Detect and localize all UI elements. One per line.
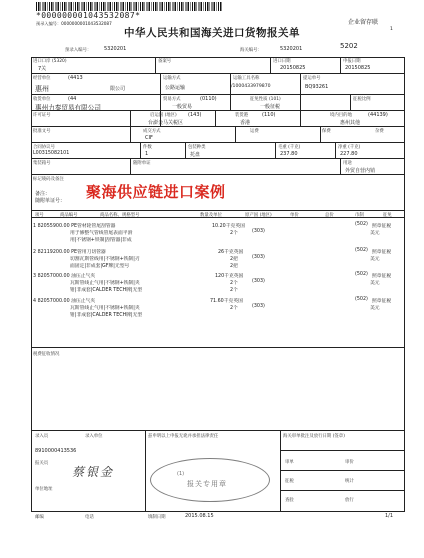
declaration-statement: 兹申明以上申报无讹并承担法律责任 [148, 434, 219, 439]
consignee-suffix: 限公司 [110, 86, 126, 92]
goods-levy: 照章征税 [372, 299, 392, 304]
entry-person-label: 录入员 [35, 434, 49, 439]
marks-label: 标记唛码及备注 [33, 177, 64, 182]
pre-entry-number: 5320201 [104, 46, 127, 52]
consignee-name: 惠州 [35, 85, 49, 93]
goods-spec: 瓦斯管线止气用|不锈钢+铁制|夹 [70, 306, 140, 311]
destination-label: 境内目的地 [330, 113, 352, 118]
unit-address-label: 单位地址 [35, 487, 53, 492]
levy-nature-label: 征免性质 (101) [250, 97, 281, 102]
gross-weight-value: 237.80 [280, 151, 298, 157]
import-port-value: 7关 [38, 66, 47, 72]
loading-port-label: 装货港 [235, 113, 249, 118]
goods-spec: 瓦斯管线止气用|不锈钢+铁制|夹 [70, 281, 140, 286]
col-name: 商品名称、规格型号 [100, 213, 140, 218]
goods-line: 2 82119200.00 PE管用刀切管器 [33, 250, 106, 255]
usage-label: 用途 [343, 161, 352, 166]
customs-number-label: 海关编号： [240, 48, 262, 53]
fill-date-value: 2015.08.15 [185, 513, 214, 519]
owner-code: (44 [68, 96, 77, 102]
page-mark: 1 [390, 27, 393, 32]
form-title: 中华人民共和国海关进口货物报关单 [124, 27, 300, 39]
postcode-label: 邮编 [35, 515, 44, 520]
levy-nature-value: 一般征税 [260, 104, 281, 110]
company-seal [150, 458, 270, 502]
review-label: 审单 [285, 460, 294, 465]
fill-date-label: 填制日期 [148, 515, 166, 520]
transport-mode-label: 运输方式 [163, 76, 181, 81]
deal-mode-value: CIF [145, 135, 153, 141]
goods-currency-code: (502) [355, 248, 368, 253]
copy-type: 企业留存联 [348, 19, 379, 26]
remark-value: 随附单证号： [35, 198, 66, 204]
goods-levy: 照章征税 [372, 274, 392, 279]
import-port-label: 进口口岸 (5320) [33, 59, 67, 64]
declarer-label: 报关员 [35, 461, 49, 466]
tax-section-label: 税费征收情况 [33, 352, 60, 357]
net-weight-label: 净重 (千克) [338, 145, 361, 150]
bill-of-lading-value: BQ93261 [305, 84, 329, 90]
trade-mode-code: (0110) [200, 96, 217, 102]
loading-port-value: 香港 [240, 120, 251, 126]
record-number-label: 备案号 [158, 59, 172, 64]
consignee-label: 经营单位 [33, 76, 51, 81]
goods-qty: 26千克英国 [218, 250, 244, 255]
corner-code: 5202 [340, 42, 358, 50]
col-price: 单价 [290, 213, 299, 218]
levy-label: 征税 [285, 479, 294, 484]
goods-qty: 2把 [230, 264, 238, 269]
goods-levy: 照章征税 [372, 250, 392, 255]
destination-value: 惠州其他 [340, 120, 361, 126]
consignee-code: (4413 [68, 75, 83, 81]
pieces-label: 件数 [143, 145, 152, 150]
goods-qty: 2个 [230, 281, 238, 286]
container-label: 集装箱号 [33, 161, 51, 166]
top-code: 预录入编号：0000000001043532087 [36, 21, 112, 26]
col-levy: 征免 [383, 213, 392, 218]
goods-spec: 用|不锈钢+铁制|刮管器|非成 [70, 238, 132, 243]
goods-currency: 美元 [370, 257, 380, 262]
destination-code: (44139) [368, 112, 388, 118]
goods-qty: 2把 [230, 257, 238, 262]
declare-date-label: 申报日期 [343, 59, 361, 64]
goods-line: 4 82057000.00 油压止气夹 [33, 299, 96, 304]
goods-qty: 120千克英国 [215, 274, 244, 279]
price-review-label: 审价 [345, 460, 354, 465]
entry-person-value: 8910000413536 [35, 448, 77, 454]
import-date-label: 进口日期 [273, 59, 291, 64]
col-currency: 币制 [355, 213, 364, 218]
goods-currency-code: (502) [355, 297, 368, 302]
goods-spec: 切割瓦斯管线用|不锈钢+铁制|刃 [70, 257, 140, 262]
declare-date-value: 20150825 [345, 65, 371, 71]
barcode-number: *000000001043532087* [36, 11, 141, 20]
col-code: 商品编号 [60, 213, 78, 218]
transport-mode-value: 公路运输 [165, 85, 186, 91]
goods-currency: 美元 [370, 306, 380, 311]
attached-docs-label: 随附单证 [133, 161, 151, 166]
import-date-value: 20150825 [280, 65, 306, 71]
goods-qty: 71.60千克英国 [210, 299, 243, 304]
col-total: 总价 [325, 213, 334, 218]
goods-country: (303) [252, 279, 265, 284]
gross-weight-label: 毛重 (千克) [278, 145, 301, 150]
customs-number: 5320201 [280, 46, 303, 52]
goods-spec: 用于修整气管线管尾表面平滑 [70, 231, 133, 236]
goods-country: (303) [252, 304, 265, 309]
contract-label: 合同协议号 [33, 145, 55, 150]
goods-country: (303) [252, 229, 265, 234]
seal-text: 报关专用章 [187, 480, 227, 488]
goods-spec: 面固定|非成套|GF牌|无型号 [70, 264, 130, 269]
goods-spec: 钳|非成套|CALDER TECH牌|无型 [70, 288, 143, 293]
page-number: 1/1 [385, 513, 394, 519]
goods-spec: 钳|非成套|CALDER TECH牌|无型 [70, 313, 143, 318]
goods-qty: 2个 [230, 288, 238, 293]
contract-value: L00315082101 [33, 151, 70, 156]
pack-type-label: 包装种类 [188, 145, 206, 150]
goods-country: (303) [252, 255, 265, 260]
owner-name: 惠州力秦贸易有限公司 [35, 104, 101, 112]
watermark-title: 聚海供应链进口案例 [86, 183, 226, 201]
misc-fee-label: 杂费 [375, 129, 384, 134]
trade-mode-value: 一般贸易 [172, 104, 193, 110]
pack-type-value: 托盘 [190, 152, 201, 158]
usage-value: 外贸自营内销 [345, 168, 376, 174]
phone-label: 电话 [85, 515, 94, 520]
goods-currency-code: (502) [355, 272, 368, 277]
remark-label: 备注： [35, 191, 51, 197]
deal-mode-label: 成交方式 [143, 129, 161, 134]
license-label: 许可证号 [33, 113, 51, 118]
bill-of-lading-label: 提运单号 [303, 76, 321, 81]
goods-qty: 10.20千克英国 [212, 224, 245, 229]
pieces-value: 1 [145, 151, 149, 157]
inspection-label: 查验 [285, 498, 294, 503]
customs-approval-label: 海关审单批注及放行日期 (签章) [283, 434, 345, 439]
loading-port-code: (110) [262, 112, 276, 118]
pre-entry-label: 预录入编号： [65, 48, 92, 53]
net-weight-value: 227.80 [340, 151, 358, 157]
goods-qty: 2个 [230, 231, 238, 236]
goods-line: 3 82057000.00 油压止气夹 [33, 274, 96, 279]
premium-label: 保费 [322, 129, 331, 134]
barcode [36, 2, 222, 11]
approval-label: 批准文号 [33, 129, 51, 134]
goods-currency-code: (502) [355, 222, 368, 227]
vehicle-name-value: /1000433979870 [231, 84, 271, 89]
entry-unit-label: 录入单位 [85, 434, 103, 439]
tax-ratio-label: 征税比例 [353, 97, 371, 102]
origin-country-value: 台澎金马关税区 [148, 120, 184, 126]
origin-country-code: (143) [188, 112, 202, 118]
freight-label: 运费 [250, 129, 259, 134]
goods-line: 1 82055900.00 PE管材轮管尾刮管器 [33, 224, 116, 229]
col-country: 原产国 (地区) [245, 213, 272, 218]
seal-number: (1) [177, 471, 185, 477]
origin-country-label: 启运国 (地区) [150, 113, 177, 118]
goods-currency: 美元 [370, 231, 380, 236]
vehicle-name-label: 运输工具名称 [233, 76, 260, 81]
col-item: 项号 [35, 213, 44, 218]
goods-levy: 照章征税 [372, 224, 392, 229]
col-qty: 数量及单位 [200, 213, 222, 218]
trade-mode-label: 贸易方式 [163, 97, 181, 102]
declarer-signature: 蔡银金 [72, 465, 115, 479]
statistics-label: 统计 [345, 479, 354, 484]
release-label: 放行 [345, 498, 354, 503]
owner-label: 收货单位 [33, 97, 51, 102]
goods-qty: 2个 [230, 306, 238, 311]
goods-currency: 美元 [370, 281, 380, 286]
